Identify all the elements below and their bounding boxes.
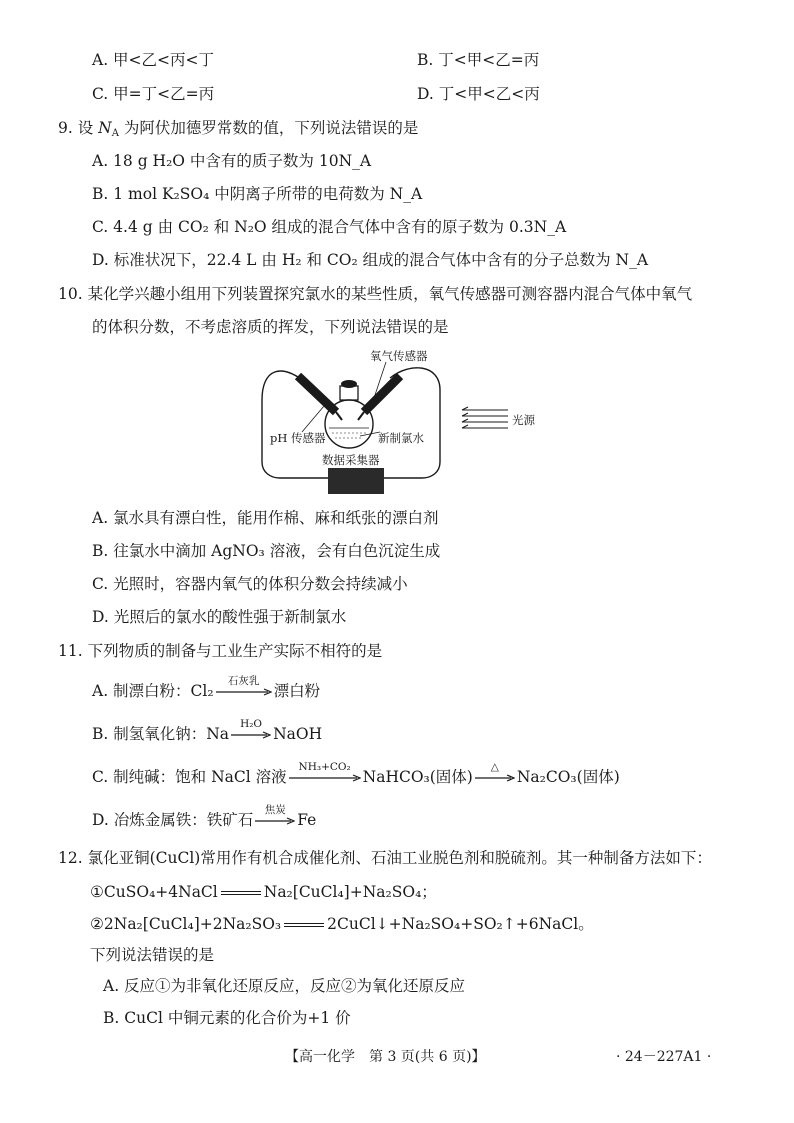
label-ph-sensor: pH 传感器 [270,431,326,445]
q11-option-d: D. 冶炼金属铁：铁矿石 焦炭 Fe [92,804,317,829]
q10-stem-line2: 的体积分数，不考虑溶质的挥发，下列说法错误的是 [92,318,449,336]
reaction-arrow: H₂O [231,731,271,739]
q12-option-b: B. CuCl 中铜元素的化合价为+1 价 [103,1009,351,1027]
q8-option-d: D. 丁<甲<乙<丙 [417,85,540,103]
q12-option-a: A. 反应①为非氧化还原反应，反应②为氧化还原反应 [103,977,466,995]
q11-option-b: B. 制氢氧化钠：Na H₂O NaOH [92,718,323,743]
equals-sign [221,889,261,898]
q10-option-b: B. 往氯水中滴加 AgNO₃ 溶液，会有白色沉淀生成 [92,542,441,560]
reaction-arrow: NH₃+CO₂ [289,774,361,782]
q8-option-a: A. 甲<乙<丙<丁 [92,51,215,69]
q9-option-d: D. 标准状况下，22.4 L 由 H₂ 和 CO₂ 组成的混合气体中含有的分子总数为 N_A [92,251,649,269]
q10-option-a: A. 氯水具有漂白性，能用作棉、麻和纸张的漂白剂 [92,509,439,527]
q12-reaction-1: ①CuSO₄+4NaCl Na₂[CuCl₄]+Na₂SO₄； [90,883,437,901]
label-chlorine-water: 新制氯水 [378,431,424,445]
q12-question: 下列说法错误的是 [90,946,215,964]
page-footer: 【高一化学 第 3 页(共 6 页)】 [285,1049,486,1065]
q12-stem: 12. 氯化亚铜(CuCl)常用作有机合成催化剂、石油工业脱色剂和脱硫剂。其一种制备方法如下： [58,849,712,867]
reaction-arrow: 焦炭 [255,817,295,825]
q9-stem: 9. 设 $N_A$ 为阿伏加德罗常数的值，下列说法错误的是 [58,119,419,139]
q11-option-a: A. 制漂白粉：Cl₂ 石灰乳 漂白粉 [92,675,321,700]
apparatus-diagram [240,340,580,500]
q9-option-c: C. 4.4 g 由 CO₂ 和 N₂O 组成的混合气体中含有的原子数为 0.3N_A [92,218,567,236]
label-data-collector: 数据采集器 [322,453,380,467]
q10-stem-line1: 10. 某化学兴趣小组用下列装置探究氯水的某些性质，氧气传感器可测容器内混合气体中氧气 [58,285,693,303]
reaction-arrow: 石灰乳 [216,688,272,696]
q11-option-c: C. 制纯碱：饱和 NaCl 溶液 NH₃+CO₂ NaHCO₃(固体) △ Na₂CO₃(固体) [92,761,620,786]
reaction-arrow-heat: △ [475,774,515,782]
q10-option-d: D. 光照后的氯水的酸性强于新制氯水 [92,608,347,626]
label-oxygen-sensor: 氧气传感器 [370,349,428,363]
q8-option-b: B. 丁<甲<乙=丙 [417,51,540,69]
q10-option-c: C. 光照时，容器内氧气的体积分数会持续减小 [92,575,408,593]
q11-stem: 11. 下列物质的制备与工业生产实际不相符的是 [58,642,383,660]
equals-sign [284,921,324,930]
q9-option-b: B. 1 mol K₂SO₄ 中阴离子所带的电荷数为 N_A [92,185,423,203]
label-light-source: 光源 [512,413,535,427]
q8-option-c: C. 甲=丁<乙=丙 [92,85,215,103]
q9-option-a: A. 18 g H₂O 中含有的质子数为 10N_A [92,152,372,170]
q12-reaction-2: ②2Na₂[CuCl₄]+2Na₂SO₃ 2CuCl↓+Na₂SO₄+SO₂↑+6NaCl。 [90,915,594,933]
exam-code: · 24－227A1 · [616,1049,712,1065]
